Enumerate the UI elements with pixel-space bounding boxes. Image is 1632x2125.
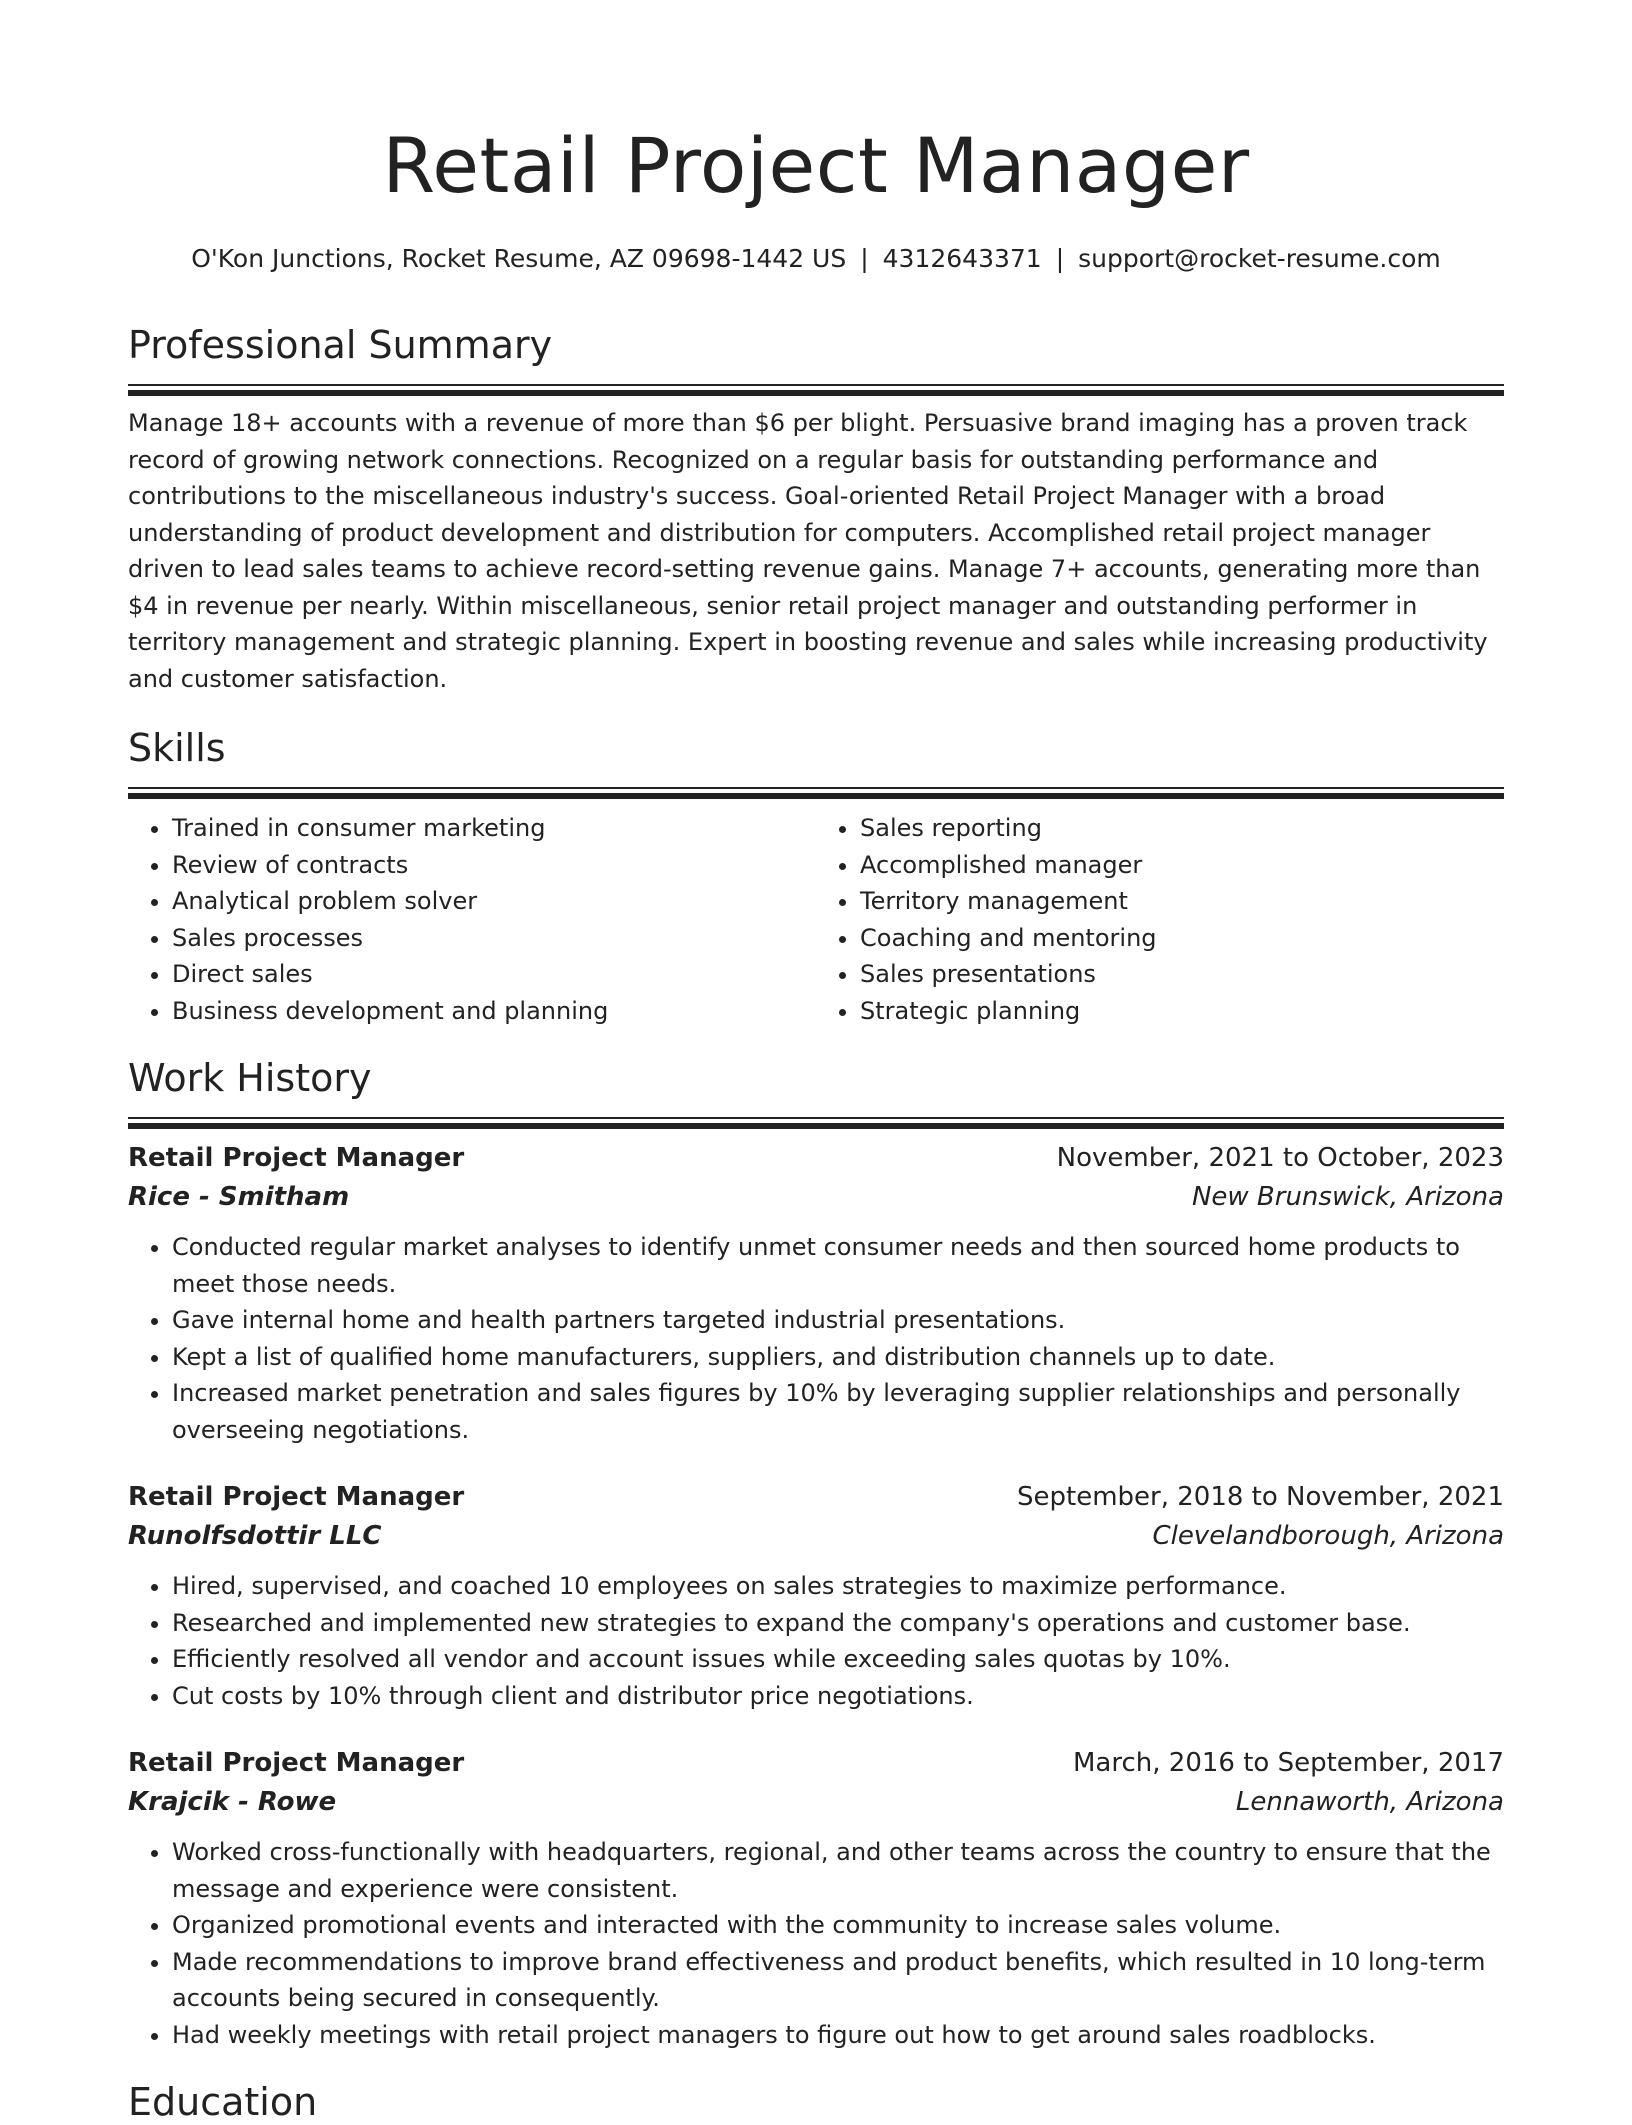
job-company: Runolfsdottir LLC [128,1521,382,1551]
job-bullet: • Kept a list of qualified home manufacturers, suppliers, and distribution channels up to date. [172,1339,1504,1376]
skill-item: • Business development and planning [172,993,816,1030]
job-company: Krajcik - Rowe [128,1787,337,1817]
skills-list-left [128,810,816,1029]
job-bullet: • Cut costs by 10% through client and distributor price negotiations. [172,1678,1504,1715]
job-bullets [128,1568,1504,1714]
section-divider [128,384,1504,394]
education-section [128,2079,1504,2125]
job-entry [128,1744,1504,2053]
job-bullet: • Organized promotional events and interacted with the community to increase sales volume. [172,1907,1504,1944]
job-header-row [128,1478,1504,1517]
education-heading: Education [128,2080,318,2124]
skill-item: • Sales processes [172,920,816,957]
job-bullet: • Conducted regular market analyses to identify unmet consumer needs and then sourced home products to meet those needs. [172,1229,1504,1302]
job-bullet: • Increased market penetration and sales figures by 10% by leveraging supplier relationships and personally overseeing negotiations. [172,1375,1504,1448]
job-entry [128,1139,1504,1448]
job-bullet: • Gave internal home and health partners targeted industrial presentations. [172,1302,1504,1339]
resume-title: Retail Project Manager [382,121,1250,210]
job-bullets [128,1834,1504,2053]
skill-item: • Accomplished manager [860,847,1504,884]
job-location: Lennaworth, Arizona [1235,1787,1504,1817]
skill-item: • Coaching and mentoring [860,920,1504,957]
contact-line [128,242,1504,276]
section-divider [128,787,1504,797]
skill-item: • Sales presentations [860,956,1504,993]
job-header-row [128,1139,1504,1178]
job-dates: September, 2018 to November, 2021 [1017,1482,1504,1512]
skill-item: • Sales reporting [860,810,1504,847]
job-header-row [128,1744,1504,1783]
job-dates: November, 2021 to October, 2023 [1056,1143,1504,1173]
resume-page [128,0,1504,2125]
job-company-row [128,1517,1504,1556]
contact-separator: | [1055,244,1065,273]
job-company-row [128,1783,1504,1822]
summary-heading: Professional Summary [128,323,553,367]
email-link[interactable]: support@rocket-resume.com [1078,244,1441,273]
skill-item: • Direct sales [172,956,816,993]
job-title: Retail Project Manager [128,1482,465,1512]
skill-item: • Strategic planning [860,993,1504,1030]
job-title: Retail Project Manager [128,1143,465,1173]
job-location: New Brunswick, Arizona [1191,1182,1504,1212]
job-bullet: • Had weekly meetings with retail project managers to figure out how to get around sales roadblocks. [172,2017,1504,2054]
summary-section [128,322,1504,697]
skill-item: • Analytical problem solver [172,883,816,920]
section-divider [128,1117,1504,1127]
job-company: Rice - Smitham [128,1182,350,1212]
summary-text: Manage 18+ accounts with a revenue of more than $6 per blight. Persuasive brand imaging has a proven track record of growing network connections. Recognized on a regular basis for outstanding performance and contributions to the miscellaneous industry's success. Goal-oriented Retail Project Manager with a broad understanding of product development and distribution for computers. Accomplished retail project manager driven to lead sales teams to achieve record-setting revenue gains. Manage 7+ accounts, generating more than $4 in revenue per nearly. Within miscellaneous, senior retail project manager and outstanding performer in territory management and strategic planning. Expert in boosting revenue and sales while increasing productivity and customer satisfaction. [128,409,1488,693]
phone-text: 4312643371 [882,244,1042,273]
skills-heading: Skills [128,726,226,770]
job-dates: March, 2016 to September, 2017 [1073,1748,1504,1778]
job-company-row [128,1178,1504,1217]
skill-item: • Trained in consumer marketing [172,810,816,847]
work-heading: Work History [128,1056,372,1100]
skills-list-right [816,810,1504,1029]
skills-section [128,725,1504,1029]
skill-item: • Territory management [860,883,1504,920]
contact-separator: | [860,244,869,273]
job-location: Clevelandborough, Arizona [1152,1521,1504,1551]
job-bullet: • Worked cross-functionally with headquarters, regional, and other teams across the country to ensure that the message and experience were consistent. [172,1834,1504,1907]
address-text: O'Kon Junctions, Rocket Resume, AZ 09698-1442 US [191,244,847,273]
job-entry [128,1478,1504,1714]
job-bullet: • Hired, supervised, and coached 10 employees on sales strategies to maximize performance. [172,1568,1504,1605]
job-bullet: • Researched and implemented new strategies to expand the company's operations and customer base. [172,1605,1504,1642]
work-section [128,1055,1504,2053]
job-bullets [128,1229,1504,1448]
job-bullet: • Efficiently resolved all vendor and account issues while exceeding sales quotas by 10%. [172,1641,1504,1678]
job-title: Retail Project Manager [128,1748,465,1778]
job-bullet: • Made recommendations to improve brand effectiveness and product benefits, which resulted in 10 long-term accounts being secured in consequently. [172,1944,1504,2017]
skills-columns [128,810,1504,1029]
skill-item: • Review of contracts [172,847,816,884]
